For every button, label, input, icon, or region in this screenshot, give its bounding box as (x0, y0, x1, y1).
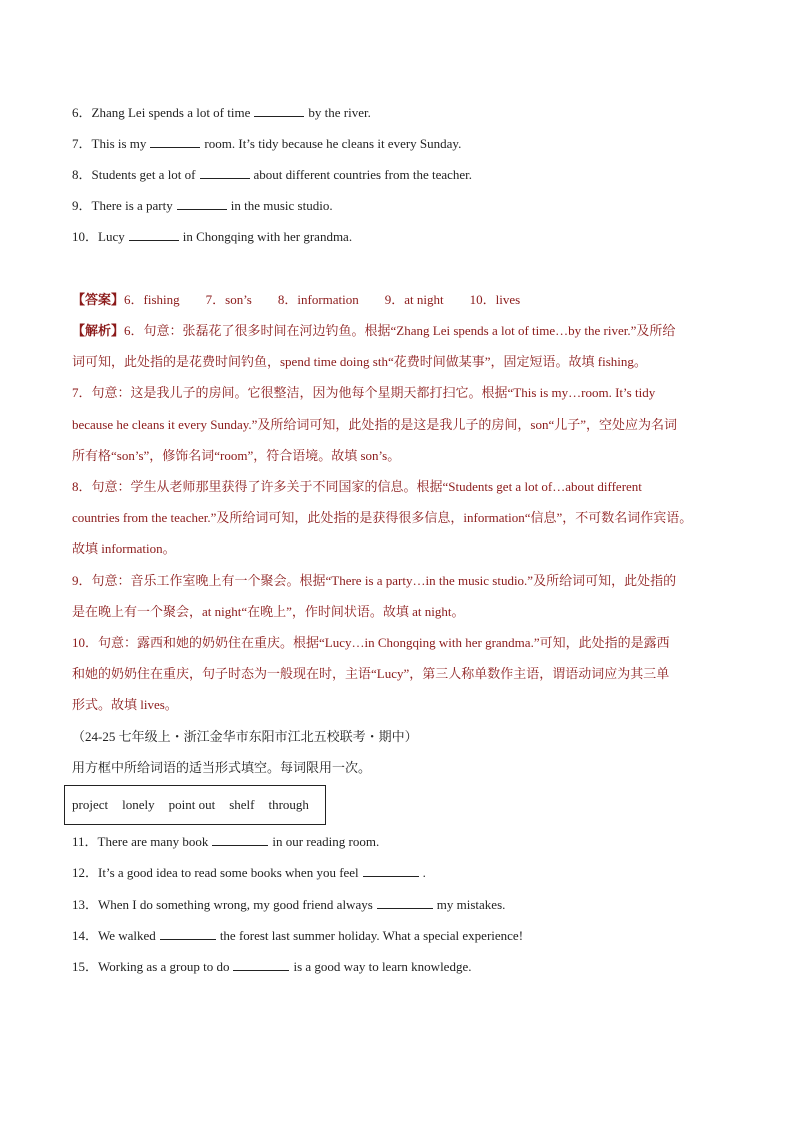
analysis-line: 7．句意：这是我儿子的房间。它很整洁，因为他每个星期天都打扫它。根据“This is my…room. It’s tidy (72, 385, 656, 400)
answer-blank[interactable] (377, 896, 433, 909)
question-text-after: about different countries from the teacher. (253, 167, 473, 182)
answer-item: 6．fishing (124, 292, 180, 307)
question-13 (72, 896, 505, 914)
analysis-line: 是在晚上有一个聚会，at night“在晚上”，作时间状语。故填 at night。 (72, 604, 465, 619)
answer-blank[interactable] (363, 864, 419, 877)
analysis-line: 和她的奶奶住在重庆，句子时态为一般现在时，主语“Lucy”，第三人称单数作主语，谓语动词应为其三单 (72, 666, 670, 681)
question-8 (72, 166, 472, 184)
question-text-after: room. It’s tidy because he cleans it every Sunday. (204, 136, 462, 151)
question-number: 14． (72, 928, 99, 943)
answer-blank[interactable] (177, 197, 227, 210)
question-number: 8． (72, 167, 92, 182)
word-item: through (268, 797, 309, 812)
analysis-line: 词可知，此处指的是花费时间钓鱼，spend time doing sth“花费时间做某事”，固定短语。故填 fishing。 (72, 354, 647, 369)
analysis-line: 故填 information。 (72, 541, 176, 556)
question-14 (72, 927, 523, 945)
question-text-after: the forest last summer holiday. What a special experience! (219, 928, 524, 943)
question-number: 7． (72, 136, 92, 151)
question-text-before: We walked (98, 928, 156, 943)
question-number: 12． (72, 865, 99, 880)
question-6 (72, 104, 371, 122)
question-text-after: is a good way to learn knowledge. (293, 959, 472, 974)
question-number: 6． (72, 105, 92, 120)
answer-label: 【答案】 (72, 292, 125, 307)
question-12 (72, 864, 426, 882)
analysis-text: 6．句意：张磊花了很多时间在河边钓鱼。根据“Zhang Lei spends a lot of time…by the river.”及所给 (124, 323, 676, 338)
instruction: 用方框中所给词语的适当形式填空。每词限用一次。 (72, 760, 372, 775)
question-10 (72, 228, 352, 246)
analysis-line: because he cleans it every Sunday.”及所给词可知，此处指的是这是我儿子的房间，son“儿子”，空处应为名词 (72, 417, 678, 432)
question-number: 15． (72, 959, 99, 974)
answer-blank[interactable] (212, 833, 268, 846)
question-text-before: There are many book (97, 834, 209, 849)
question-15 (72, 958, 471, 976)
word-item: point out (168, 797, 216, 812)
question-7 (72, 135, 461, 153)
answer-blank[interactable] (150, 135, 200, 148)
question-number: 11． (72, 834, 98, 849)
question-text-after: my mistakes. (436, 897, 506, 912)
answer-blank[interactable] (160, 927, 216, 940)
question-number: 13． (72, 897, 99, 912)
question-text-before: Lucy (98, 229, 125, 244)
question-text-before: It’s a good idea to read some books when you feel (98, 865, 359, 880)
answer-blank[interactable] (200, 166, 250, 179)
question-text-before: Students get a lot of (91, 167, 196, 182)
question-text-after: by the river. (308, 105, 371, 120)
analysis-line: 10．句意：露西和她的奶奶住在重庆。根据“Lucy…in Chongqing with her grandma.”可知，此处指的是露西 (72, 635, 670, 650)
question-text-after: in our reading room. (272, 834, 380, 849)
question-number: 9． (72, 198, 92, 213)
question-9 (72, 197, 333, 215)
question-number: 10． (72, 229, 99, 244)
question-text-before: Zhang Lei spends a lot of time (91, 105, 251, 120)
analysis-line: 8．句意：学生从老师那里获得了许多关于不同国家的信息。根据“Students get a lot of…about different (72, 479, 642, 494)
analysis-line: 9．句意：音乐工作室晚上有一个聚会。根据“There is a party…in the music studio.”及所给词可知，此处指的 (72, 573, 677, 588)
question-text-after: . (422, 865, 426, 880)
analysis-line: 形式。故填 lives。 (72, 697, 178, 712)
analysis-line: countries from the teacher.”及所给词可知，此处指的是获得很多信息，information“信息”，不可数名词作宾语。 (72, 510, 693, 525)
analysis-line: 所有格“son’s”，修饰名词“room”，符合语境。故填 son’s。 (72, 448, 401, 463)
question-text-before: This is my (91, 136, 147, 151)
question-text-before: Working as a group to do (98, 959, 230, 974)
answer-blank[interactable] (129, 228, 179, 241)
question-text-before: There is a party (91, 198, 173, 213)
question-text-after: in Chongqing with her grandma. (182, 229, 353, 244)
answer-item: 10．lives (469, 292, 521, 307)
question-11 (72, 833, 379, 851)
analysis-label: 【解析】 (72, 323, 125, 338)
answer-item: 9．at night (384, 292, 444, 307)
answer-item: 8．information (277, 292, 359, 307)
word-list (72, 797, 309, 813)
word-item: lonely (122, 797, 155, 812)
analysis-line (72, 322, 675, 340)
question-text-before: When I do something wrong, my good friend always (98, 897, 373, 912)
answer-blank[interactable] (254, 104, 304, 117)
question-text-after: in the music studio. (230, 198, 333, 213)
answer-item: 7．son’s (205, 292, 252, 307)
word-item: shelf (229, 797, 255, 812)
word-box (64, 785, 326, 825)
question-source: （24-25 七年级上・浙江金华市东阳市江北五校联考・期中） (72, 729, 418, 744)
answer-blank[interactable] (233, 958, 289, 971)
word-item: project (72, 797, 109, 812)
answer-row (72, 291, 546, 309)
